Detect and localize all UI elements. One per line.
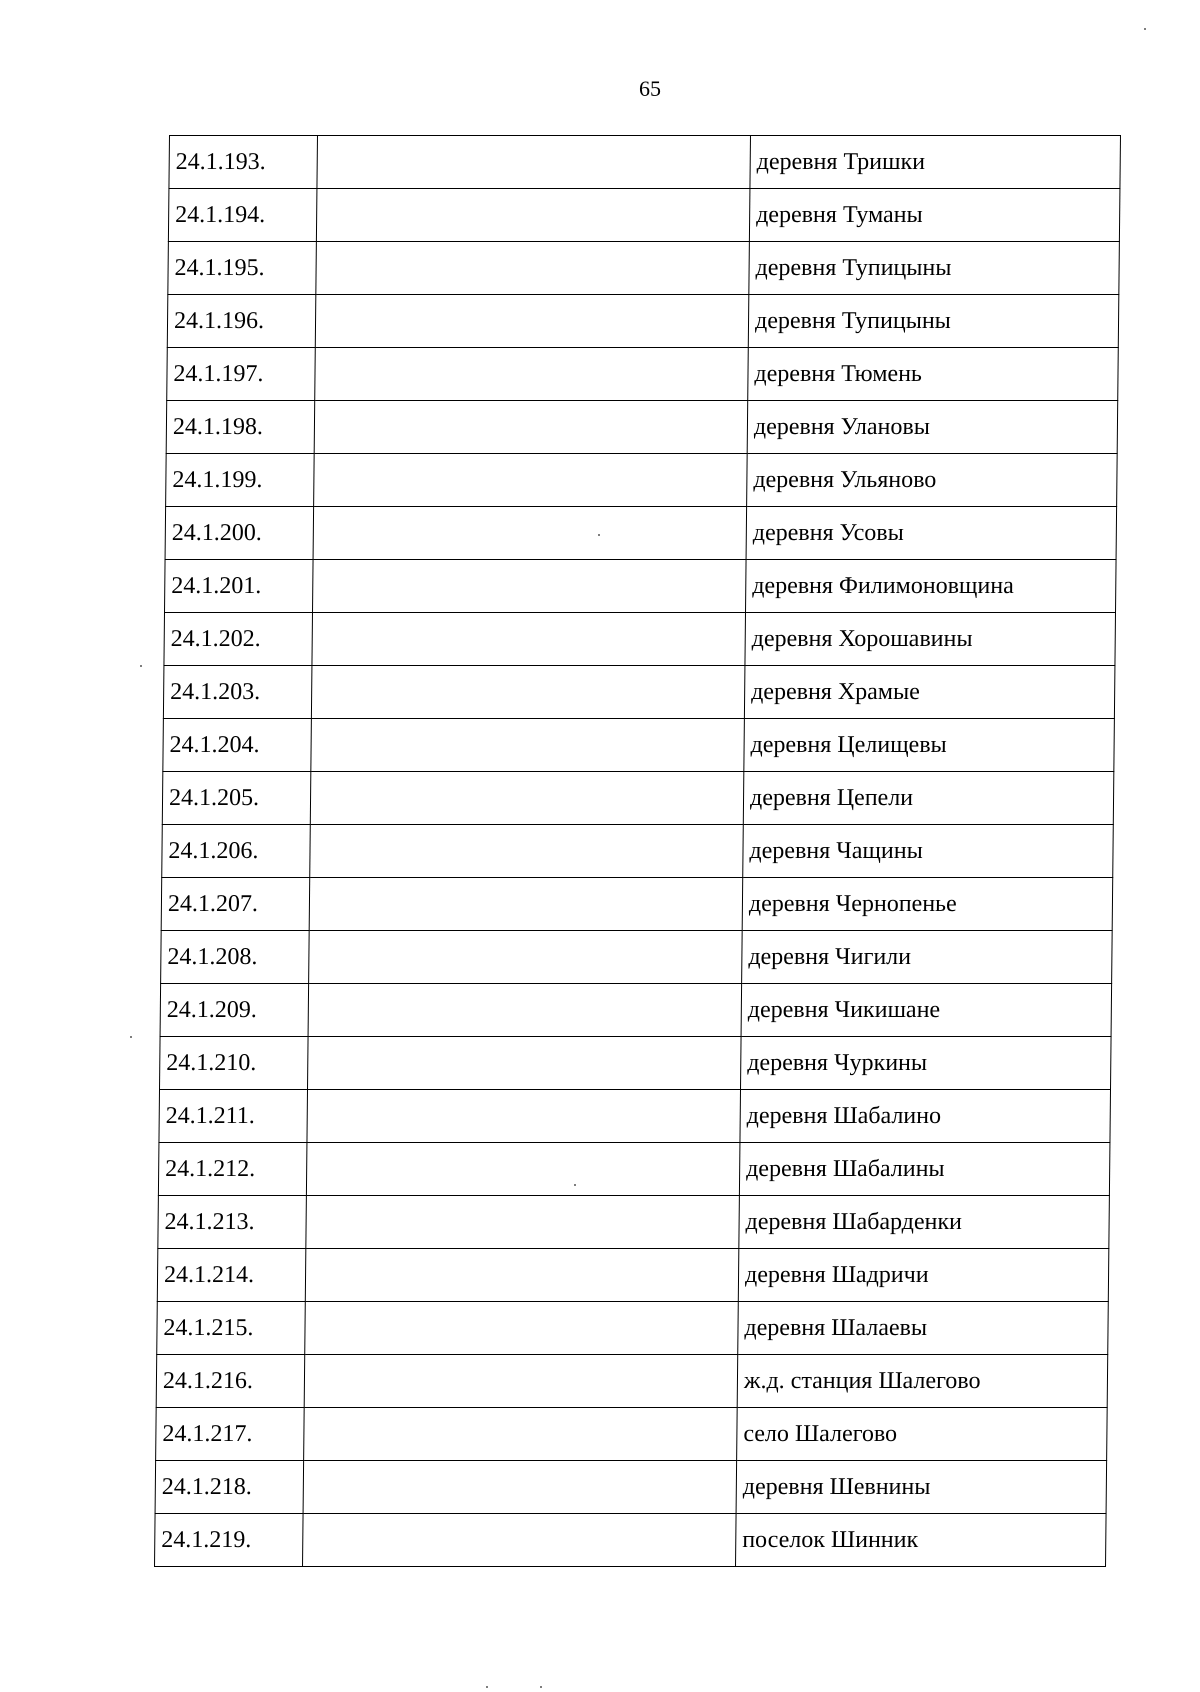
empty-cell: [311, 666, 745, 719]
row-number-cell: 24.1.200.: [165, 507, 314, 560]
scan-speck: [486, 1686, 488, 1688]
row-number-cell: 24.1.194.: [168, 189, 317, 242]
row-number-cell: 24.1.204.: [163, 719, 312, 772]
row-number-cell: 24.1.210.: [160, 1037, 309, 1090]
table-row: [156, 1408, 1108, 1461]
empty-cell: [304, 1408, 738, 1461]
empty-cell: [309, 931, 743, 984]
empty-cell: [317, 136, 751, 189]
settlement-name-cell: деревня Целищевы: [744, 719, 1115, 772]
empty-cell: [310, 772, 744, 825]
row-number-cell: 24.1.208.: [161, 931, 310, 984]
row-number-cell: 24.1.201.: [164, 560, 313, 613]
empty-cell: [316, 242, 750, 295]
row-number-cell: 24.1.199.: [166, 454, 315, 507]
settlement-name-cell: деревня Усовы: [746, 507, 1117, 560]
row-number-cell: 24.1.209.: [160, 984, 309, 1037]
empty-cell: [308, 984, 742, 1037]
row-number-cell: 24.1.215.: [157, 1302, 306, 1355]
row-number-cell: 24.1.206.: [162, 825, 311, 878]
settlements-table-body: [155, 136, 1121, 1567]
settlement-name-cell: деревня Тупицыны: [748, 295, 1119, 348]
settlement-name-cell: деревня Тупицыны: [749, 242, 1120, 295]
settlement-name-cell: деревня Улановы: [747, 401, 1118, 454]
settlement-name-cell: поселок Шинник: [736, 1514, 1107, 1567]
empty-cell: [314, 401, 748, 454]
scan-speck: [540, 1686, 542, 1688]
row-number-cell: 24.1.214.: [157, 1249, 306, 1302]
settlement-name-cell: ж.д. станция Шалегово: [737, 1355, 1108, 1408]
table-row: [163, 666, 1115, 719]
settlement-name-cell: деревня Цепели: [743, 772, 1114, 825]
settlement-name-cell: деревня Филимоновщина: [745, 560, 1116, 613]
empty-cell: [312, 613, 746, 666]
empty-cell: [313, 507, 747, 560]
table-row: [158, 1143, 1110, 1196]
empty-cell: [303, 1461, 737, 1514]
empty-cell: [308, 1037, 742, 1090]
table-row: [157, 1249, 1109, 1302]
page-number: 65: [639, 76, 661, 101]
settlement-name-cell: деревня Шалаевы: [738, 1302, 1109, 1355]
empty-cell: [305, 1249, 739, 1302]
empty-cell: [306, 1196, 740, 1249]
empty-cell: [310, 825, 744, 878]
row-number-cell: 24.1.196.: [167, 295, 316, 348]
row-number-cell: 24.1.198.: [166, 401, 315, 454]
row-number-cell: 24.1.193.: [169, 136, 318, 189]
empty-cell: [316, 189, 750, 242]
table-row: [161, 878, 1113, 931]
table-row: [164, 560, 1116, 613]
table-row: [156, 1355, 1108, 1408]
scan-speck: [574, 1184, 576, 1186]
settlement-name-cell: деревня Шабалино: [740, 1090, 1111, 1143]
scan-speck: [130, 1036, 132, 1038]
table-row: [167, 295, 1119, 348]
table-row: [162, 772, 1114, 825]
settlement-name-cell: деревня Тришки: [750, 136, 1121, 189]
empty-cell: [303, 1514, 737, 1567]
row-number-cell: 24.1.211.: [159, 1090, 308, 1143]
empty-cell: [305, 1302, 739, 1355]
row-number-cell: 24.1.202.: [164, 613, 313, 666]
table-row: [166, 454, 1118, 507]
table-row: [168, 242, 1120, 295]
table-row: [160, 1037, 1112, 1090]
table-row: [167, 348, 1119, 401]
empty-cell: [314, 454, 748, 507]
row-number-cell: 24.1.212.: [158, 1143, 307, 1196]
table-row: [155, 1461, 1107, 1514]
table-row: [161, 931, 1113, 984]
settlement-name-cell: деревня Шевнины: [736, 1461, 1107, 1514]
empty-cell: [306, 1143, 740, 1196]
settlement-name-cell: деревня Чащины: [743, 825, 1114, 878]
settlement-name-cell: деревня Хорошавины: [745, 613, 1116, 666]
row-number-cell: 24.1.203.: [163, 666, 312, 719]
table-row: [169, 136, 1121, 189]
empty-cell: [309, 878, 743, 931]
table-row: [165, 507, 1117, 560]
settlement-name-cell: село Шалегово: [737, 1408, 1108, 1461]
settlement-name-cell: деревня Туманы: [749, 189, 1120, 242]
empty-cell: [312, 560, 746, 613]
table-row: [160, 984, 1112, 1037]
settlement-name-cell: деревня Чикишане: [741, 984, 1112, 1037]
row-number-cell: 24.1.216.: [156, 1355, 305, 1408]
empty-cell: [311, 719, 745, 772]
settlements-table: [154, 135, 1121, 1567]
settlement-name-cell: деревня Шабалины: [739, 1143, 1110, 1196]
empty-cell: [304, 1355, 738, 1408]
scan-speck: [1144, 28, 1146, 30]
table-row: [168, 189, 1120, 242]
row-number-cell: 24.1.219.: [155, 1514, 304, 1567]
table-row: [155, 1514, 1107, 1567]
row-number-cell: 24.1.217.: [156, 1408, 305, 1461]
row-number-cell: 24.1.197.: [167, 348, 316, 401]
settlement-name-cell: деревня Чернопенье: [742, 878, 1113, 931]
table-row: [157, 1302, 1109, 1355]
settlement-name-cell: деревня Шабарденки: [739, 1196, 1110, 1249]
table-row: [158, 1196, 1110, 1249]
scan-speck: [598, 534, 600, 536]
empty-cell: [315, 348, 749, 401]
table-row: [166, 401, 1118, 454]
settlement-name-cell: деревня Чуркины: [741, 1037, 1112, 1090]
empty-cell: [315, 295, 749, 348]
row-number-cell: 24.1.205.: [162, 772, 311, 825]
row-number-cell: 24.1.213.: [158, 1196, 307, 1249]
table-row: [164, 613, 1116, 666]
scan-speck: [140, 665, 142, 667]
row-number-cell: 24.1.207.: [161, 878, 310, 931]
settlement-name-cell: деревня Чигили: [742, 931, 1113, 984]
empty-cell: [307, 1090, 741, 1143]
table-row: [163, 719, 1115, 772]
settlement-name-cell: деревня Храмые: [744, 666, 1115, 719]
row-number-cell: 24.1.195.: [168, 242, 317, 295]
table-row: [162, 825, 1114, 878]
settlement-name-cell: деревня Тюмень: [748, 348, 1119, 401]
table-row: [159, 1090, 1111, 1143]
settlement-name-cell: деревня Ульяново: [747, 454, 1118, 507]
settlement-name-cell: деревня Шадричи: [738, 1249, 1109, 1302]
row-number-cell: 24.1.218.: [155, 1461, 304, 1514]
